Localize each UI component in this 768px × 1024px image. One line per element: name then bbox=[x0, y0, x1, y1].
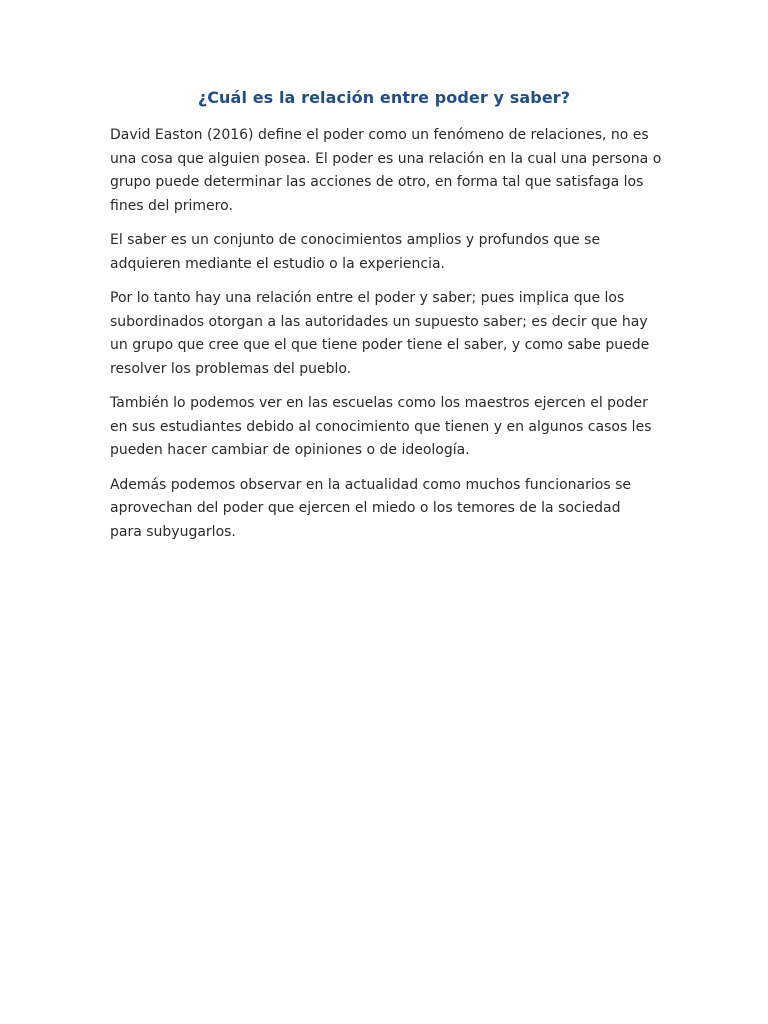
paragraph-actualidad: Además podemos observar en la actualidad como muchos funcionarios se aprovechan del poder que ejercen el miedo o los temores de la sociedad para subyugarlos. bbox=[110, 476, 631, 540]
paragraph-escuelas: También lo podemos ver en las escuelas como los maestros ejercen el poder en sus estudiantes debido al conocimiento que tienen y en algunos casos les pueden hacer cambiar de opiniones o de ideología. bbox=[110, 395, 652, 458]
paragraph-definition-saber: El saber es un conjunto de conocimientos amplios y profundos que se adquieren mediante el estudio o la experiencia. bbox=[110, 232, 601, 272]
document-title: ¿Cuál es la relación entre poder y saber? bbox=[197, 88, 571, 107]
paragraph-relacion: Por lo tanto hay una relación entre el poder y saber; pues implica que los subordinados otorgan a las autoridades un supuesto saber; es decir que hay un grupo que cree que el que tiene poder tiene el saber, y como sabe puede resolver los problemas del pueblo. bbox=[110, 290, 650, 377]
document-body bbox=[110, 124, 662, 555]
paragraph-definition-poder: David Easton (2016) define el poder como un fenómeno de relaciones, no es una cosa que alguien posea. El poder es una relación en la cual una persona o grupo puede determinar las acciones de otro, en forma tal que satisfaga los fines del primero. bbox=[110, 127, 662, 214]
